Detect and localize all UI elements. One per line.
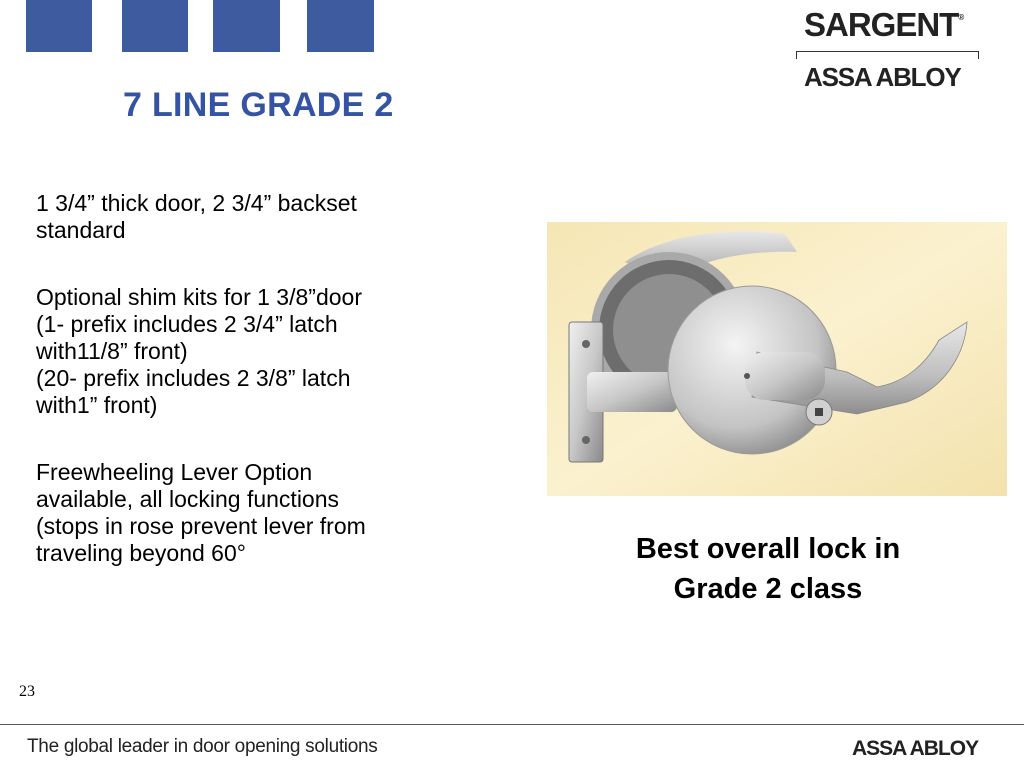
header-decor-square [122,0,188,52]
logo-bracket-rule [796,51,979,59]
bullet-line: traveling beyond 60° [36,540,246,566]
bullet-line: available, all locking functions [36,486,340,512]
footer-tagline: The global leader in door opening solutions [27,736,378,757]
image-caption [578,529,958,609]
caption-line: Best overall lock in [635,533,901,565]
bullet-line: Freewheeling Lever Option [36,459,313,485]
bullet-line: (20- prefix includes 2 3/8” latch [36,365,351,391]
bullet-item [36,459,506,567]
bullet-line: with11/8” front) [36,338,188,364]
lever-lockset-photo [547,222,1007,496]
bullet-line: (stops in rose prevent lever from [36,513,366,539]
caption-line: Grade 2 class [673,573,863,605]
sargent-assa-abloy-logo [796,6,980,94]
bullet-list [36,190,506,607]
footer-assa-abloy-logo: ASSA ABLOY [852,737,979,760]
logo-brand-text: SARGENT [804,6,959,43]
bullet-item [36,284,506,419]
footer-divider [0,724,1024,725]
bullet-item [36,190,506,244]
header-decor-square [26,0,92,52]
bullet-line: 1 3/4” thick door, 2 3/4” backset [36,190,357,216]
header-decor-square [307,0,374,52]
header-decor-square [213,0,280,52]
bullet-line: with1” front) [36,392,158,418]
slide-title: 7 LINE GRADE 2 [123,86,394,124]
page-number: 23 [19,683,35,700]
bullet-line: (1- prefix includes 2 3/4” latch [36,311,338,337]
bullet-line: Optional shim kits for 1 3/8”door [36,284,362,310]
logo-parent-text: ASSA ABLOY [804,62,961,92]
logo-registered-mark: ® [958,13,965,22]
bullet-line: standard [36,217,126,243]
